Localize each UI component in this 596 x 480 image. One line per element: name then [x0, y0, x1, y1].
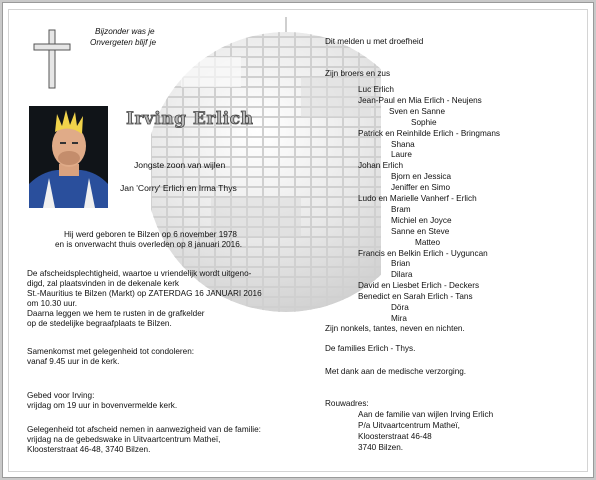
family-member: Bjorn en Jessica	[391, 172, 452, 182]
ceremony-line: digd, zal plaatsvinden in de dekenale kerk	[27, 279, 180, 288]
family-member: Michiel en Joyce	[391, 215, 452, 225]
motto-line-1: Bijzonder was je	[95, 27, 155, 36]
cross-icon	[32, 29, 72, 89]
prayer-line: Gebed voor Irving:	[27, 391, 95, 400]
siblings-heading: Zijn broers en zus	[325, 69, 391, 78]
family-member: Bram	[391, 204, 411, 214]
address-line: 3740 Bilzen.	[358, 443, 404, 452]
family-member: Sophie	[411, 117, 437, 127]
deceased-name: Irving Erlich	[126, 109, 254, 129]
family-member: Dilara	[391, 270, 413, 280]
family-member: Sven en Sanne	[389, 106, 445, 116]
family-member: Döra	[391, 303, 409, 312]
portrait-photo	[29, 106, 108, 208]
family-member: Jeniffer en Simo	[391, 183, 451, 193]
son-of-line: Jongste zoon van wijlen	[134, 160, 226, 170]
family-member: Brian	[391, 259, 411, 269]
farewell-line: vrijdag na de gebedswake in Uitvaartcentrum Matheï,	[27, 435, 221, 444]
died-line: en is onverwacht thuis overleden op 8 januari 2016.	[55, 240, 243, 249]
farewell-line: Kloosterstraat 46-48, 3740 Bilzen.	[27, 445, 151, 454]
farewell-line: Gelegenheid tot afscheid nemen in aanwezigheid van de familie:	[27, 425, 261, 434]
address-heading: Rouwadres:	[325, 399, 369, 408]
nephews-line: Zijn nonkels, tantes, neven en nichten.	[325, 324, 465, 333]
family-member: Sanne en Steve	[391, 226, 450, 236]
family-member: Laure	[391, 150, 412, 160]
intro-line: Dit melden u met droefheid	[325, 37, 424, 46]
family-member: Shana	[391, 139, 415, 149]
families-line: De families Erlich - Thys.	[325, 344, 416, 353]
ceremony-line: Daarna leggen we hem te rusten in de grafkelder	[27, 309, 205, 318]
family-member: Francis en Belkin Erlich - Uyguncan	[358, 248, 488, 258]
address-line: Kloosterstraat 46-48	[358, 432, 432, 441]
thanks-line: Met dank aan de medische verzorging.	[325, 367, 467, 376]
family-member: Ludo en Marielle Vanherf - Erlich	[358, 194, 477, 203]
gathering-line: Samenkomst met gelegenheid tot condoleren:	[27, 347, 195, 356]
family-member: David en Liesbet Erlich - Deckers	[358, 281, 480, 291]
obituary-card	[2, 2, 594, 478]
address-line: P/a Uitvaartcentrum Matheï,	[358, 421, 460, 430]
ceremony-line: op de stedelijke begraafplaats te Bilzen.	[27, 319, 172, 328]
address-line: Aan de familie van wijlen Irving Erlich	[358, 410, 494, 419]
motto-line-2: Onvergeten blijf je	[90, 38, 156, 47]
family-member: Luc Erlich	[358, 85, 394, 94]
born-line: Hij werd geboren te Bilzen op 6 november 1978	[64, 230, 237, 239]
prayer-line: vrijdag om 19 uur in bovenvermelde kerk.	[27, 401, 178, 410]
family-member: Benedict en Sarah Erlich - Tans	[358, 292, 473, 302]
ceremony-line: om 10.30 uur.	[27, 299, 78, 308]
family-member: Mira	[391, 313, 407, 323]
gathering-line: vanaf 9.45 uur in de kerk.	[27, 357, 120, 366]
ceremony-line: St.-Mauritius te Bilzen (Markt) op ZATERDAG 16 JANUARI 2016	[27, 289, 262, 298]
family-member: Jean-Paul en Mia Erlich - Neujens	[358, 95, 482, 105]
parents-line: Jan 'Corry' Erlich en Irma Thys	[120, 183, 237, 193]
ceremony-line: De afscheidsplechtigheid, waartoe u vriendelijk wordt uitgeno-	[27, 269, 252, 278]
family-member: Matteo	[415, 237, 441, 247]
family-member: Johan Erlich	[358, 161, 404, 171]
family-member: Patrick en Reinhilde Erlich - Bringmans	[358, 128, 500, 138]
